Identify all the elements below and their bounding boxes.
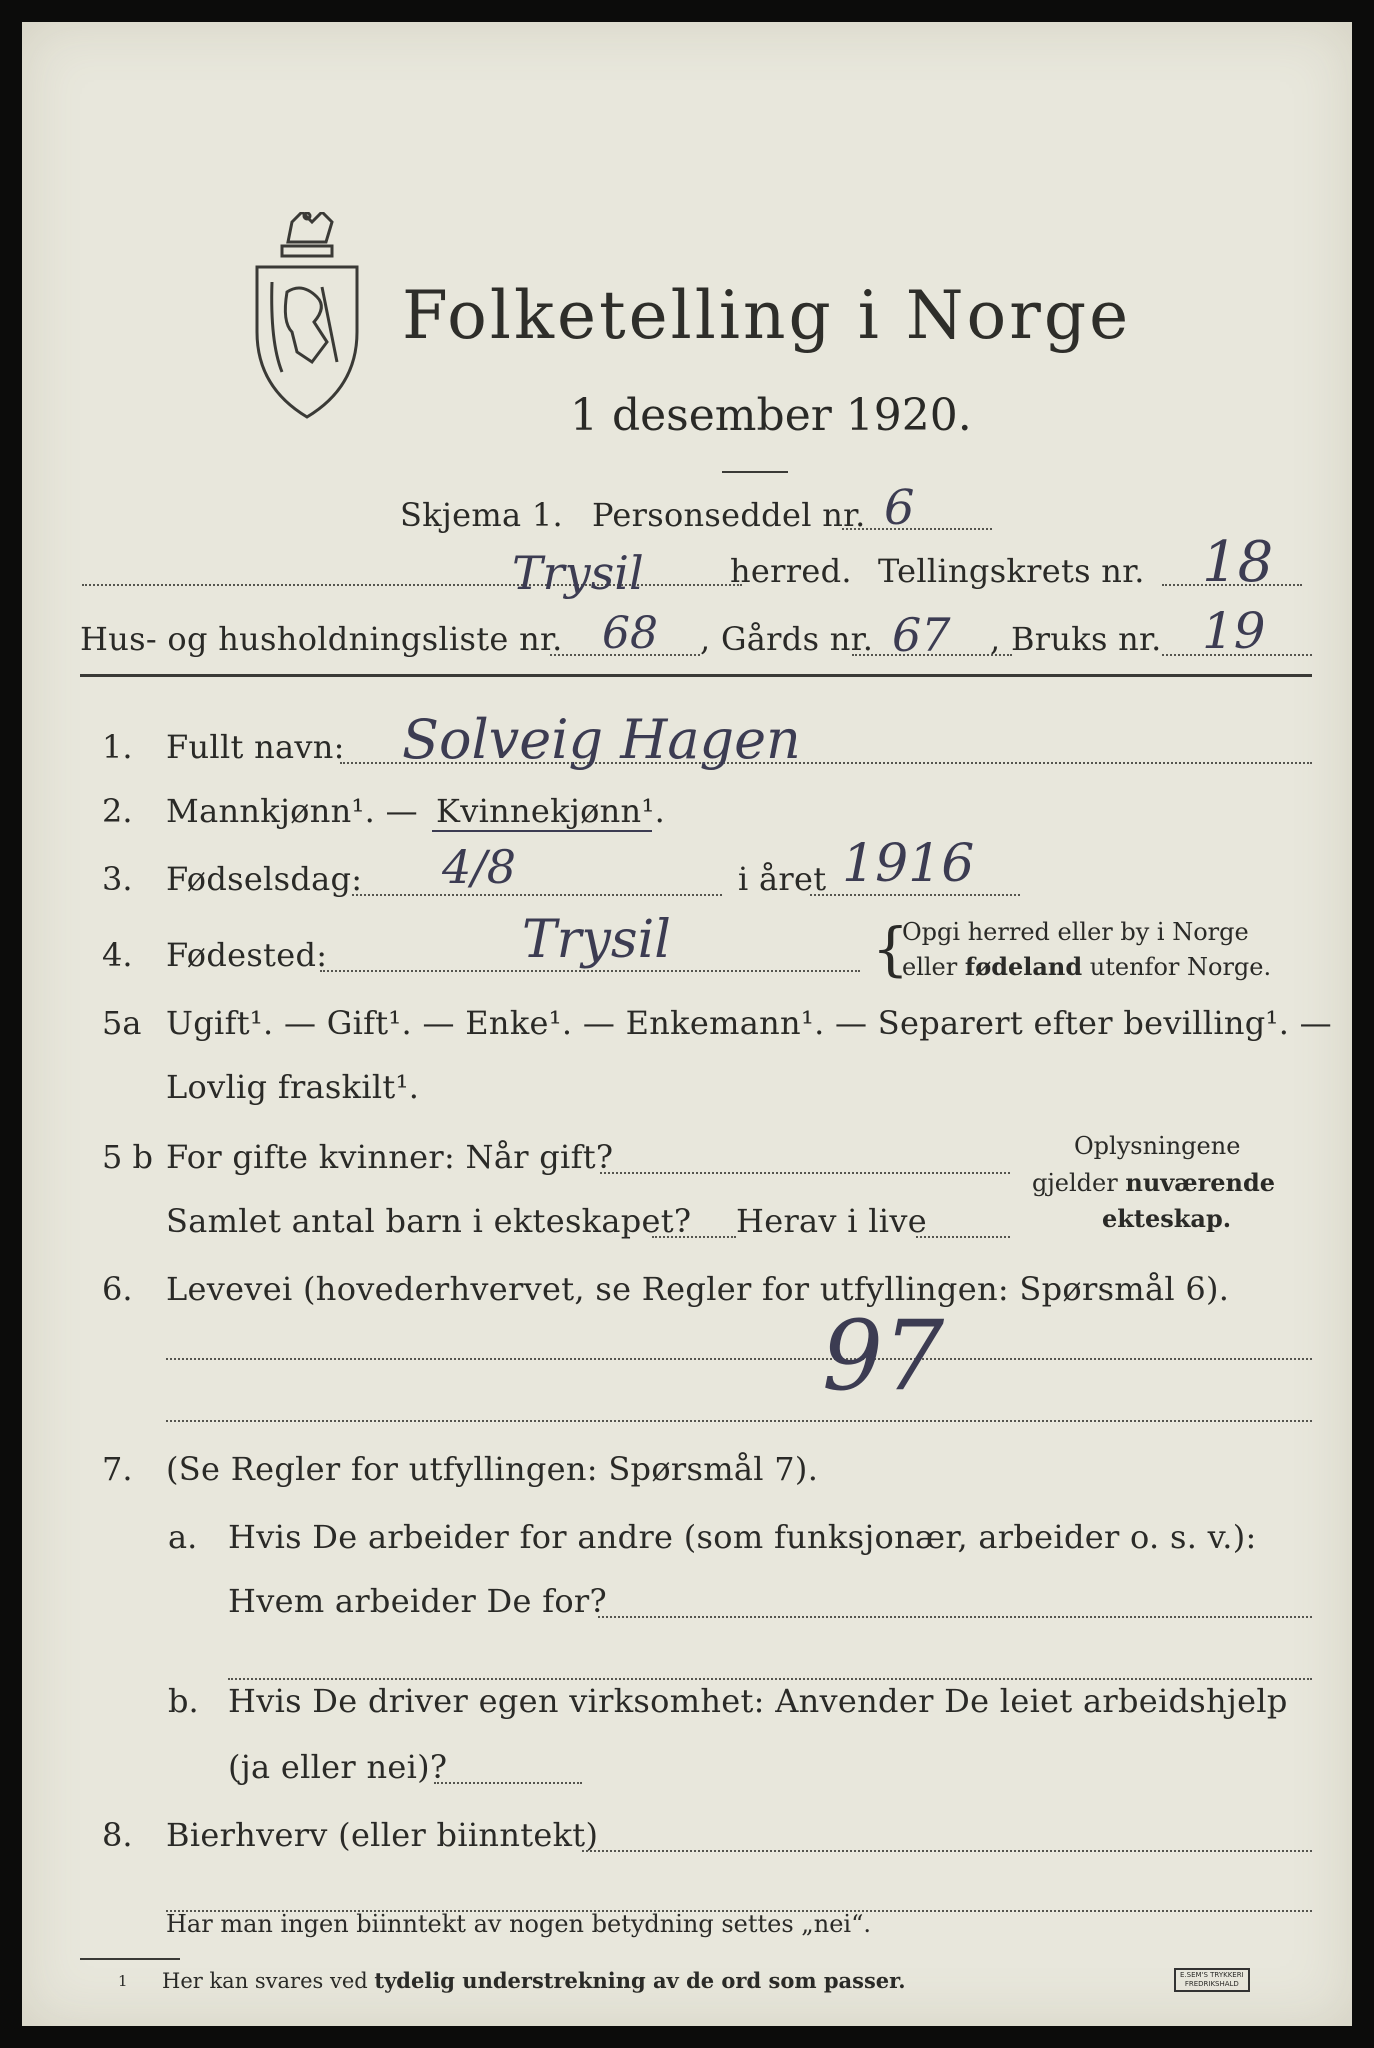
q8-label: Bierhverv (eller biinntekt) <box>166 1816 599 1854</box>
q6-label: Levevei (hovederhvervet, se Regler for utfyllingen: Spørsmål 6). <box>166 1270 1230 1308</box>
q5b-note-line1: Oplysningene <box>1074 1132 1241 1160</box>
q2-number: 2. <box>102 792 133 830</box>
bruks-value[interactable]: 19 <box>1202 602 1266 660</box>
q5b-note-line2-b: nuværende <box>1125 1168 1276 1197</box>
q7b-line1: Hvis De driver egen virksomhet: Anvender De leiet arbeidshjelp <box>228 1682 1288 1720</box>
printer-stamp <box>1174 1968 1250 1992</box>
census-form <box>22 22 1352 2026</box>
q3-year-line <box>810 894 1020 896</box>
q3-year-label: i året <box>738 860 827 898</box>
q4-label: Fødested: <box>166 936 328 974</box>
q4-note-line2 <box>902 952 1271 981</box>
q3-number: 3. <box>102 860 133 898</box>
footnote-mark: 1 <box>118 1972 128 1990</box>
q3-year-value[interactable]: 1916 <box>842 834 975 894</box>
footnote-text-a: Her kan svares ved <box>162 1969 368 1993</box>
gards-value[interactable]: 67 <box>892 608 951 662</box>
q6-number: 6. <box>102 1270 133 1308</box>
q8-line1 <box>582 1850 1312 1852</box>
tellingskrets-label: Tellingskrets nr. <box>878 552 1145 590</box>
q4-note-brace: { <box>872 915 909 983</box>
form-title: Folketelling i Norge <box>402 277 1132 354</box>
q5b-alive-label: Herav i live <box>736 1202 927 1240</box>
q2-male-option[interactable]: Mannkjønn¹. — <box>166 792 418 830</box>
q7b-line <box>434 1782 582 1784</box>
q4-note-line2-a: eller <box>902 953 958 981</box>
bruks-label: , Bruks nr. <box>990 620 1162 658</box>
q7a-line2: Hvem arbeider De for? <box>228 1582 607 1620</box>
printer-stamp-line2: FREDRIKSHALD <box>1184 1980 1239 1988</box>
q5b-married-line <box>600 1172 1010 1174</box>
q4-value[interactable]: Trysil <box>522 910 671 970</box>
footnote-text-b: tydelig understrekning av de ord som passer. <box>374 1968 906 1993</box>
q5a-number: 5a <box>102 1004 142 1042</box>
personseddel-value[interactable]: 6 <box>884 480 915 536</box>
q4-note-line1: Opgi herred eller by i Norge <box>902 918 1249 946</box>
q2-female-option[interactable]: Kvinnekjønn¹. <box>436 792 666 830</box>
q5b-line1-label: For gifte kvinner: Når gift? <box>166 1138 614 1176</box>
footnote-text <box>162 1968 906 1993</box>
q6-value[interactable]: 97 <box>822 1300 945 1412</box>
q4-note-line2-c: utenfor Norge. <box>1089 953 1272 981</box>
q7a-line1: Hvis De arbeider for andre (som funksjonær, arbeider o. s. v.): <box>228 1518 1257 1556</box>
q7a-line <box>598 1616 1312 1618</box>
bottom-note: Har man ingen biinntekt av nogen betydning settes „nei“. <box>166 1910 871 1938</box>
q5b-children-line <box>652 1236 736 1238</box>
q3-value[interactable]: 4/8 <box>442 840 517 894</box>
q5b-number: 5 b <box>102 1138 154 1176</box>
q5b-line2-label: Samlet antal barn i ekteskapet? <box>166 1202 692 1240</box>
q5b-alive-line <box>916 1236 1010 1238</box>
census-date: 1 desember 1920. <box>570 390 972 441</box>
q1-label: Fullt navn: <box>166 728 345 766</box>
q5b-note-line2 <box>1032 1168 1275 1197</box>
tellingskrets-value[interactable]: 18 <box>1202 530 1274 595</box>
q7a-extra-line <box>228 1678 1312 1680</box>
herred-value[interactable]: Trysil <box>512 546 644 600</box>
q1-value[interactable]: Solveig Hagen <box>402 708 801 771</box>
q1-number: 1. <box>102 728 133 766</box>
printer-stamp-line1: E.SEM'S TRYKKERI <box>1180 1971 1244 1979</box>
q5a-options-line2[interactable]: Lovlig fraskilt¹. <box>166 1068 420 1106</box>
personseddel-line <box>842 528 992 530</box>
gards-label: , Gårds nr. <box>700 620 874 658</box>
q4-note-line2-b: fødeland <box>964 952 1083 981</box>
title-divider <box>722 471 788 473</box>
herred-label: herred. <box>730 552 852 590</box>
q6-line2 <box>166 1420 1312 1422</box>
q3-label: Fødselsdag: <box>166 860 363 898</box>
schema-label: Skjema 1. <box>400 496 563 534</box>
q3-line <box>352 894 722 896</box>
q5a-options-line1[interactable]: Ugift¹. — Gift¹. — Enke¹. — Enkemann¹. — Separert efter bevilling¹. — <box>166 1004 1332 1042</box>
q7-label: (Se Regler for utfyllingen: Spørsmål 7). <box>166 1450 819 1488</box>
q4-number: 4. <box>102 936 133 974</box>
footnote-rule <box>80 1958 180 1960</box>
q7b-line2: (ja eller nei)? <box>228 1748 448 1786</box>
header-rule <box>80 674 1312 677</box>
q6-line1 <box>166 1358 1312 1360</box>
q7a-letter: a. <box>168 1518 198 1556</box>
q5b-note-line2-a: gjelder <box>1032 1169 1118 1197</box>
hus-value[interactable]: 68 <box>602 608 658 659</box>
q7b-letter: b. <box>168 1682 199 1720</box>
q8-number: 8. <box>102 1816 133 1854</box>
q2-female-underline <box>432 830 652 832</box>
hus-label: Hus- og husholdningsliste nr. <box>80 620 563 658</box>
q7-number: 7. <box>102 1450 133 1488</box>
q5b-note-line3: ekteskap. <box>1102 1204 1232 1233</box>
coat-of-arms-emblem <box>242 212 372 422</box>
q4-line <box>320 970 860 972</box>
personseddel-label: Personseddel nr. <box>592 496 866 534</box>
